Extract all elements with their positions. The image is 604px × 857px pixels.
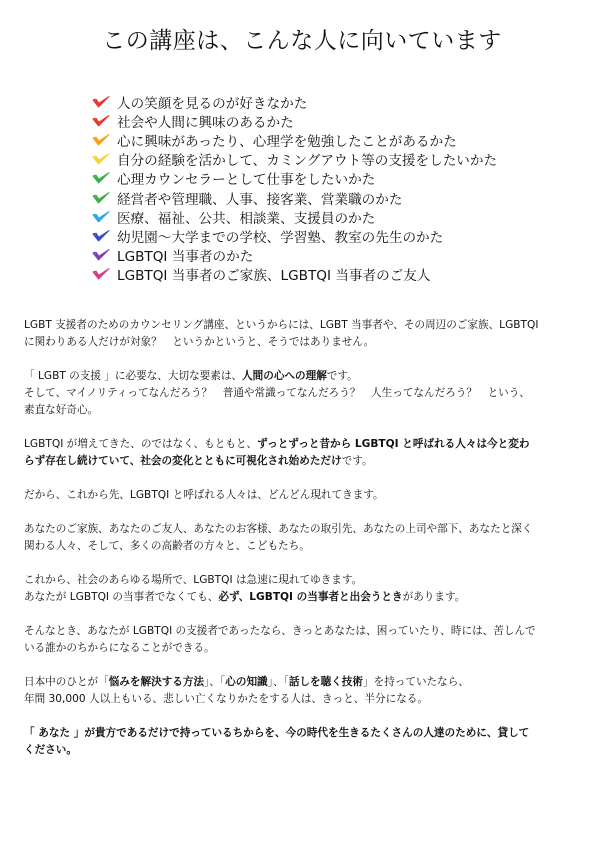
text-line: いる誰かのちからになることができる。 — [24, 642, 215, 654]
checkmark-icon — [92, 191, 110, 205]
checklist-item-label: LGBTQI 当事者のかた — [117, 249, 254, 266]
checkmark-icon — [92, 114, 110, 128]
checklist-item — [92, 265, 497, 284]
text-line: 「 LGBT の支援 」に必要な、大切な要素は、人間の心への理解です。 — [24, 370, 358, 382]
audience-checklist — [92, 92, 497, 284]
checklist-item — [92, 111, 497, 130]
paragraph-skills — [24, 674, 584, 708]
paragraph-supporter — [24, 623, 584, 657]
body-text — [24, 317, 584, 776]
checkmark-icon — [92, 210, 110, 224]
paragraph-intro — [24, 317, 584, 351]
checklist-item-label: 幼児園～大学までの学校、学習塾、教室の先生のかた — [117, 229, 444, 246]
checklist-item-label: 医療、福祉、公共、相談業、支援員のかた — [117, 210, 376, 227]
checklist-item — [92, 130, 497, 149]
paragraph-support-elements — [24, 368, 584, 419]
text-line: あなたが LGBTQI の当事者でなくても、必ず、LGBTQI の当事者と出会うときがあります。 — [24, 591, 466, 603]
paragraph-encounter — [24, 572, 584, 606]
paragraph-visibility — [24, 436, 584, 470]
text-line: 年間 30,000 人以上もいる、悲しい亡くなりかたをする人は、きっと、半分になる。 — [24, 693, 428, 705]
text-line: 日本中のひとが「悩みを解決する方法」、「心の知識」、「話しを聴く技術」を持っていたなら、 — [24, 676, 469, 688]
text-line: ください。 — [24, 744, 77, 756]
checklist-item — [92, 246, 497, 265]
checklist-item — [92, 150, 497, 169]
text-line: そんなとき、あなたが LGBTQI の支援者であったなら、きっとあなたは、困っていたり、時には、苦しんで — [24, 625, 536, 637]
checklist-item — [92, 92, 497, 111]
checkmark-icon — [92, 229, 110, 243]
text-line: だから、これから先、LGBTQI と呼ばれる人々は、どんどん現れてきます。 — [24, 489, 384, 501]
text-line: 関わる人々、そして、多くの高齢者の方々と、こどもたち。 — [24, 540, 310, 552]
text-line: に関わりある人だけが対象？ というかというと、そうではありません。 — [24, 336, 375, 348]
checklist-item — [92, 226, 497, 245]
text-line: 「 あなた 」が貴方であるだけで持っているちからを、今の時代を生きるたくさんの人達のために、貸して — [24, 727, 530, 739]
paragraph-appearing — [24, 487, 584, 504]
checklist-item — [92, 188, 497, 207]
checklist-item-label: 社会や人間に興味のあるかた — [117, 114, 294, 131]
paragraph-people — [24, 521, 584, 555]
text-line: LGBTQI が増えてきた、のではなく、もともと、ずっとずっと昔から LGBTQI と呼ばれる人々は今と変わ — [24, 438, 530, 450]
text-line: らず存在し続けていて、社会の変化とともに可視化され始めただけです。 — [24, 455, 373, 467]
checklist-item-label: 心理カウンセラーとして仕事をしたいかた — [117, 172, 376, 189]
checklist-item-label: 人の笑顔を見るのが好きなかた — [117, 95, 308, 112]
checkmark-icon — [92, 133, 110, 147]
checkmark-icon — [92, 248, 110, 262]
text-line: これから、社会のあらゆる場所で、LGBTQI は急速に現れてゆきます。 — [24, 574, 363, 586]
checkmark-icon — [92, 267, 110, 281]
text-line: LGBT 支援者のためのカウンセリング講座、というからには、LGBT 当事者や、その周辺のご家族、LGBTQI — [24, 319, 539, 331]
checkmark-icon — [92, 171, 110, 185]
checklist-item-label: 心に興味があったり、心理学を勉強したことがあるかた — [117, 133, 457, 150]
checklist-item — [92, 207, 497, 226]
checkmark-icon — [92, 95, 110, 109]
checklist-item — [92, 169, 497, 188]
checklist-item-label: 経営者や管理職、人事、接客業、営業職のかた — [117, 191, 403, 208]
page-title: この講座は、こんな人に向いています — [102, 28, 502, 54]
paragraph-closing — [24, 725, 584, 759]
checklist-item-label: LGBTQI 当事者のご家族、LGBTQI 当事者のご友人 — [117, 268, 431, 285]
checkmark-icon — [92, 152, 110, 166]
text-line: あなたのご家族、あなたのご友人、あなたのお客様、あなたの取引先、あなたの上司や部下、あなたと深く — [24, 523, 533, 535]
text-line: そして、マイノリティってなんだろう？ 普通や常識ってなんだろう？ 人生ってなんだろう？ という、 — [24, 387, 530, 399]
text-line: 素直な好奇心。 — [24, 404, 99, 416]
checklist-item-label: 自分の経験を活かして、カミングアウト等の支援をしたいかた — [117, 153, 498, 170]
